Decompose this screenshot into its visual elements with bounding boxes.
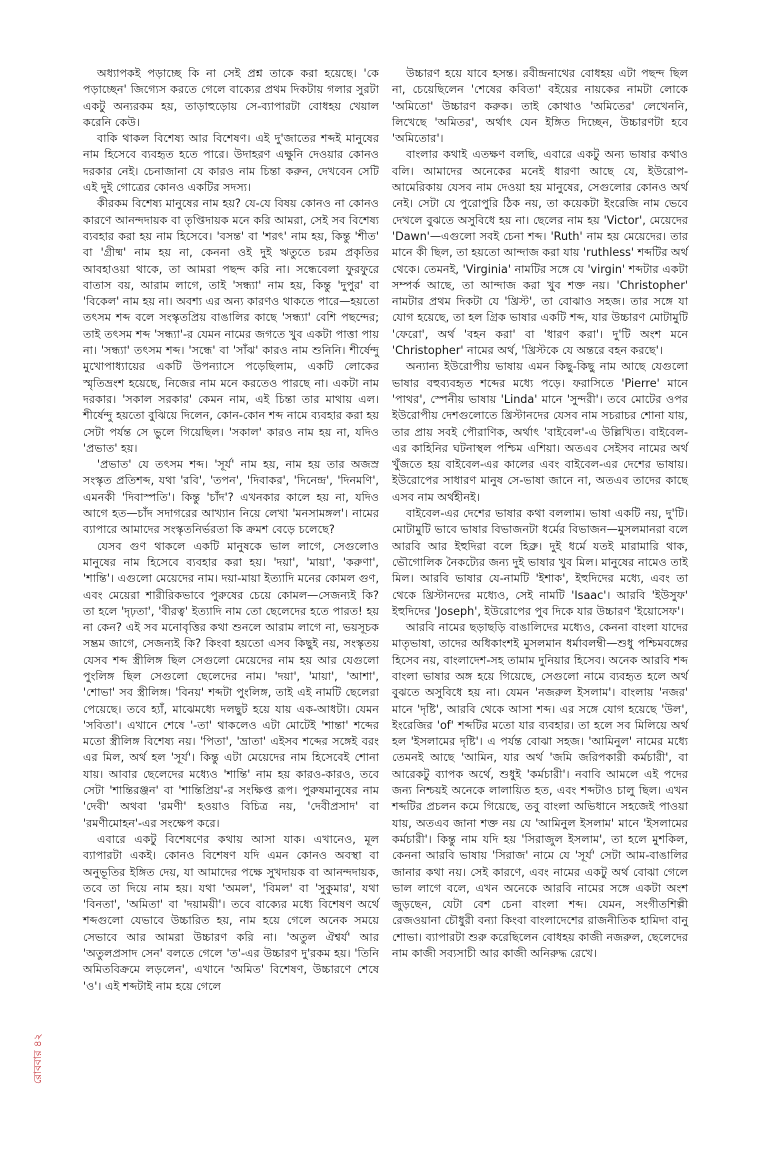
paragraph: অন্যান্য ইউরোপীয় ভাষায় এমন কিছু-কিছু নাম আছে যেগুলো ভাষার বহুব্যবহৃত শব্দের মধ্যে পড়ে। ফরাসিতে 'Pierre' মানে 'পাথর', স্পেনীয় ভাষায় 'Linda' মানে 'সুন্দরী'। তবে মোটের ওপর ইউরোপীয় দেশগুলোতে খ্রিস্টানদের যেসব নাম সচরাচর শোনা যায়, তার প্রায় সবই পৌরাণিক, অর্থাৎ 'বাইবেল'-এ উল্লিখিত। বাইবেল-এর কাহিনির ঘটনাস্থল পশ্চিম এশিয়া। অতএব সেইসব নামের অর্থ খুঁজতে হয় বাইবেল-এর কালের এবং বাইবেল-এর দেশের ভাষায়। ইউরোপের সাধারণ মানুষ সে-ভাষা জানে না, অতএব তাদের কাছে এসব নাম অর্থহীনই।: [392, 360, 688, 504]
page-footer-label: রোববার ৪২: [32, 1033, 44, 1085]
paragraph: এবারে একটু বিশেষণের কথায় আসা যাক। এখানেও, মূল ব্যাপারটা একই। কোনও বিশেষণ যদি এমন কোনও অবস্থা বা অনুভূতির ইঙ্গিত দেয়, যা আমাদের পক্ষে সুখদায়ক বা আনন্দদায়ক, তবে তা দিয়ে নাম হয়। যথা 'অমল', 'বিমল' বা 'সুকুমার', যথা 'বিনতা', 'অমিতা' বা 'দয়াময়ী'। তবে বাক্যের মধ্যে বিশেষণ অর্থে শব্দগুলো যেভাবে উচ্চারিত হয়, নাম হয়ে গেলে অনেক সময়ে সেভাবে আর আমরা উচ্চারণ করি না। 'অতুল ঐশ্বর্য' আর 'অতুলপ্রসাদ সেন' বলতে গেলে 'ত'-এর উচ্চারণ দু'রকম হয়। 'তিনি অমিতবিক্রমে লড়লেন', এখানে 'অমিত' বিশেষণ, উচ্চারণে শেষে 'ও'। এই শব্দটাই নাম হয়ে গেলে: [83, 832, 379, 993]
paragraph: বাকি থাকল বিশেষ্য আর বিশেষণ। এই দু'জাতের শব্দই মানুষের নাম হিসেবে ব্যবহৃত হতে পারে। উদাহরণ এক্ষুনি দেওয়ার কোনও দরকার নেই। চেনাজানা যে কারও নাম চিন্তা করুন, দেখবেন সেটি এই দুই গোত্রের কোনও একটির সদস্য।: [83, 132, 379, 195]
paragraph: বাংলার কথাই এতক্ষণ বলছি, এবারে একটু অন্য ভাষার কথাও বলি। আমাদের অনেকের মনেই ধারণা আছে যে, ইউরোপ-আমেরিকায় যেসব নাম দেওয়া হয় মানুষের, সেগুলোর কোনও অর্থ নেই। সেটা যে পুরোপুরি ঠিক নয়, তা কয়েকটা ইংরেজি নাম ভেবে দেখলে বুঝতে অসুবিধে হয় না। ছেলের নাম হয় 'Victor', মেয়েদের 'Dawn'—এগুলো সবই চেনা শব্দ। 'Ruth' নাম হয় মেয়েদের। তার মানে কী ছিল, তা হয়তো আন্দাজ করা যায় 'ruthless' শব্দটির অর্থ থেকে। তেমনই, 'Virginia' নামটির সঙ্গে যে 'virgin' শব্দটার একটা সম্পর্ক আছে, তা আন্দাজ করা খুব শক্ত নয়। 'Christopher' নামটার প্রথম দিকটা যে 'খ্রিস্ট', তা বোঝাও সহজ। তার সঙ্গে যা যোগ হয়েছে, তা হল গ্রিক ভাষার একটি শব্দ, যার উচ্চারণ মোটামুটি 'ফেরো', অর্থ 'বহন করা' বা 'ধারণ করা'। দু'টি অংশ মনে 'Christopher' নামের অর্থ, 'খ্রিস্টকে যে অন্তরে বহন করছে'।: [392, 148, 688, 358]
paragraph: বাইবেল-এর দেশের ভাষার কথা বললাম। ভাষা একটি নয়, দু'টি। মোটামুটি ভাবে ভাষার বিভাজনটা ধর্মের বিভাজন—মুসলমানরা বলে আরবি আর ইহুদিরা বলে হিব্রু। দুই ধর্মে যতই মারামারি থাক, ভৌগোলিক নৈকট্যের জন্য দুই ভাষার খুব মিল। মানুষের নামেও তাই মিল। আরবি ভাষার যে-নামটি 'ইশাক', ইহুদিদের মধ্যে, এবং তা থেকে খ্রিস্টানদের মধ্যেও, সেই নামটি 'Isaac'। আরবি 'ইউসুফ' ইহুদিদের 'Joseph', ইউরোপের পুব দিকে যার উচ্চারণ 'ইয়োসেফ'।: [392, 507, 688, 618]
paragraph: 'প্রভাত' যে তৎসম শব্দ। 'সূর্য' নাম হয়, নাম হয় তার অজস্র সংস্কৃত প্রতিশব্দ, যথা 'রবি', 'তপন', 'দিবাকর', 'দিনেন্দ্র', 'দিনমণি', এমনকী 'দিবাস্পতি'। কিন্তু 'চাঁদ'? এখনকার কালে হয় না, যদিও আগে হত—চাঁদ সদাগরের আখ্যান নিয়ে লেখা 'মনসামঙ্গল'। নামের ব্যাপারে আমাদের সংস্কৃতনির্ভরতা কি ক্রমশ বেড়ে চলেছে?: [83, 458, 379, 537]
paragraph: উচ্চারণ হয়ে যাবে হসন্ত। রবীন্দ্রনাথের বোধহয় এটা পছন্দ ছিল না, চেয়েছিলেন 'শেষের কবিতা' বইয়ের নায়কের নামটা লোকে 'অমিতো' উচ্চারণ করুক। তাই কোথাও 'অমিতের' লেখেননি, লিখেছে 'অমিতর', অর্থাৎ যেন ইঙ্গিত দিচ্ছেন, উচ্চারণটা হবে 'অমিতোর'।: [392, 67, 688, 146]
article-column-left: [83, 66, 379, 995]
paragraph: যেসব গুণ থাকলে একটি মানুষকে ভাল লাগে, সেগুলোও মানুষের নাম হিসেবে ব্যবহার করা হয়। 'দয়া', 'মায়া', 'করুণা', 'শান্তি'। এগুলো মেয়েদের নাম। দয়া-মায়া ইত্যাদি মনের কোমল গুণ, এবং মেয়েরা শারীরিকভাবে পুরুষের চেয়ে কোমল—সেজন্যই কি? তা হলে 'দৃঢ়তা', 'বীরত্ব' ইত্যাদি নাম তো ছেলেদের হতে পারত! হয় না কেন? এই সব মনোবৃত্তির কথা শুনলে আরাম লাগে না, ভয়সূচক সম্ভ্রম জাগে, সেজন্যই কি? কিংবা হয়তো এসব কিছুই নয়, সংস্কৃতয় যেসব শব্দ স্ত্রীলিঙ্গ ছিল সেগুলো মেয়েদের নাম হয় আর যেগুলো পুংলিঙ্গ ছিল সেগুলো ছেলেদের নাম। 'দয়া', 'মায়া', 'আশা', 'শোভা' সব স্ত্রীলিঙ্গ। 'বিনয়' শব্দটা পুংলিঙ্গ, তাই এই নামটি ছেলেরা পেয়েছে। তবে হ্যাঁ, মাঝেমধ্যে দলছুট হয়ে যায় এক-আধটা। যেমন 'সবিতা'। এখানে শেষে '-তা' থাকলেও এটা মোটেই 'শান্তা' শব্দের মতো স্ত্রীলিঙ্গ বিশেষ্য নয়। 'পিতা', 'ভ্রাতা' এইসব শব্দের সঙ্গেই বরং এর মিল, অর্থ হল 'সূর্য'। কিন্তু এটা মেয়েদের নাম হিসেবেই শোনা যায়। আবার ছেলেদের মধ্যেও 'শান্তি' নাম হয় কারও-কারও, তবে সেটা 'শান্তিরঞ্জন' বা 'শান্তিপ্রিয়'-র সংক্ষিপ্ত রূপ। পুরুষমানুষের নাম 'দেবী' অথবা 'রমণী' হওয়াও বিচিত্র নয়, 'দেবীপ্রসাদ' বা 'রমণীমোহন'-এর সংক্ষেপ করে।: [83, 539, 379, 830]
paragraph: অধ্যাপকই পড়াচ্ছে কি না সেই প্রশ্ন তাকে করা হয়েছে। 'কে পড়াচ্ছেন' জিগ্যেস করতে গেলে বাক্যের প্রথম দিকটায় গলার সুরটা একটু অন্যরকম হয়, তাড়াহুড়োয় সে-ব্যাপারটা বোধহয় খেয়াল করেনি কেউ।: [83, 67, 379, 129]
paragraph: আরবি নামের ছড়াছড়ি বাঙালিদের মধ্যেও, কেননা বাংলা যাদের মাতৃভাষা, তাদের অধিকাংশই মুসলমান ধর্মাবলম্বী—শুধু পশ্চিমবঙ্গের হিসেব নয়, বাংলাদেশ-সহ তামাম দুনিয়ার হিসেব। অনেক আরবি শব্দ বাংলা ভাষার অঙ্গ হয়ে গিয়েছে, সেগুলো নামে ব্যবহৃত হলে অর্থ বুঝতে অসুবিধে হয় না। যেমন 'নজরুল ইসলাম'। বাংলায় 'নজর' মানে 'দৃষ্টি', আরবি থেকে আসা শব্দ। এর সঙ্গে যোগ হয়েছে 'উল', ইংরেজির 'of' শব্দটির মতো যার ব্যবহার। তা হলে সব মিলিয়ে অর্থ হল 'ইসলামের দৃষ্টি'। এ পর্যন্ত বোঝা সহজ। 'আমিনুল' নামের মধ্যে তেমনই আছে 'আমিন, যার অর্থ 'জমি জরিপকারী কর্মচারী', বা আরেকটু ব্যাপক অর্থে, শুধুই 'কর্মচারী'। নবাবি আমলে এই পদের জন্য নিশ্চয়ই অনেকে লালায়িত হত, এবং শব্দটাও চালু ছিল। এখন শব্দটির প্রচলন কমে গিয়েছে, তবু বাংলা অভিধানে সহজেই পাওয়া যায়, অতএব জানা শক্ত নয় যে 'আমিনুল ইসলাম' মানে 'ইসলামের কর্মচারী'। কিন্তু নাম যদি হয় 'সিরাজুল ইসলাম', তা হলে মুশকিল, কেননা আরবি ভাষায় 'সিরাজ' নামে যে 'সূর্য' সেটা আম-বাঙালির জানার কথা নয়। সেই কারণে, এবং নামের একটু অর্থ বোঝা গেলে ভাল লাগে বলে, এখন অনেকে আরবি নামের সঙ্গে একটা অংশ জুড়ছেন, যেটা বেশ চেনা বাংলা শব্দ। যেমন, সংগীতশিল্পী রেজওয়ানা চৌধুরী বন্যা কিংবা বাংলাদেশের রাজনীতিক হামিদা বানু শোভা। ব্যাপারটা শুরু করেছিলেন বোধহয় কাজী নজরুল, ছেলেদের নাম কাজী সব্যসাচী আর কাজী অনিরুদ্ধ রেখে।: [392, 621, 688, 961]
paragraph: কীরকম বিশেষ্য মানুষের নাম হয়? যে-যে বিষয় কোনও না কোনও কারণে আনন্দদায়ক বা তৃপ্তিদায়ক মনে করি আমরা, সেই সব বিশেষ্য ব্যবহার করা হয় নাম হিসেবে। 'বসন্ত' বা 'শরৎ' নাম হয়, কিন্তু 'শীত' বা 'গ্রীষ্ম' নাম হয় না, কেননা ওই দুই ঋতুতে চরম প্রকৃতির আবহাওয়া থাকে, তা আমরা পছন্দ করি না। সন্ধেবেলা ফুরফুরে বাতাস বয়, আরাম লাগে, তাই 'সন্ধ্যা' নাম হয়, কিন্তু 'দুপুর' বা 'বিকেল' নাম হয় না। অবশ্য এর অন্য কারণও থাকতে পারে—হয়তো তৎসম শব্দ বলে সংস্কৃতপ্রিয় বাঙালির কাছে 'সন্ধ্যা' বেশি পছন্দের; তাই তৎসম শব্দ 'সন্ধ্যা'-র যেমন নামের জগতে খুব একটা পাত্তা পায় না। 'সন্ধ্যা' তৎসম শব্দ। 'সন্ধে' বা 'সাঁঝ' কারও নাম শুনিনি। শীর্ষেন্দু মুখোপাধ্যায়ের একটি উপন্যাসে পড়েছিলাম, একটি লোকের স্মৃতিভ্রংশ হয়েছে, নিজের নাম মনে করতেও পারছে না। একটা নাম দরকার। 'সকাল সরকার' কেমন নাম, এই চিন্তা তার মাথায় এল। শীর্ষেন্দু হয়তো বুঝিয়ে দিলেন, কোন-কোন শব্দ নামে ব্যবহার করা হয় সেটা পর্যন্ত সে ভুলে গিয়েছিল। 'সকাল' কারও নাম হয় না, যদিও 'প্রভাত' হয়।: [83, 197, 379, 455]
article-column-right: [392, 66, 688, 962]
